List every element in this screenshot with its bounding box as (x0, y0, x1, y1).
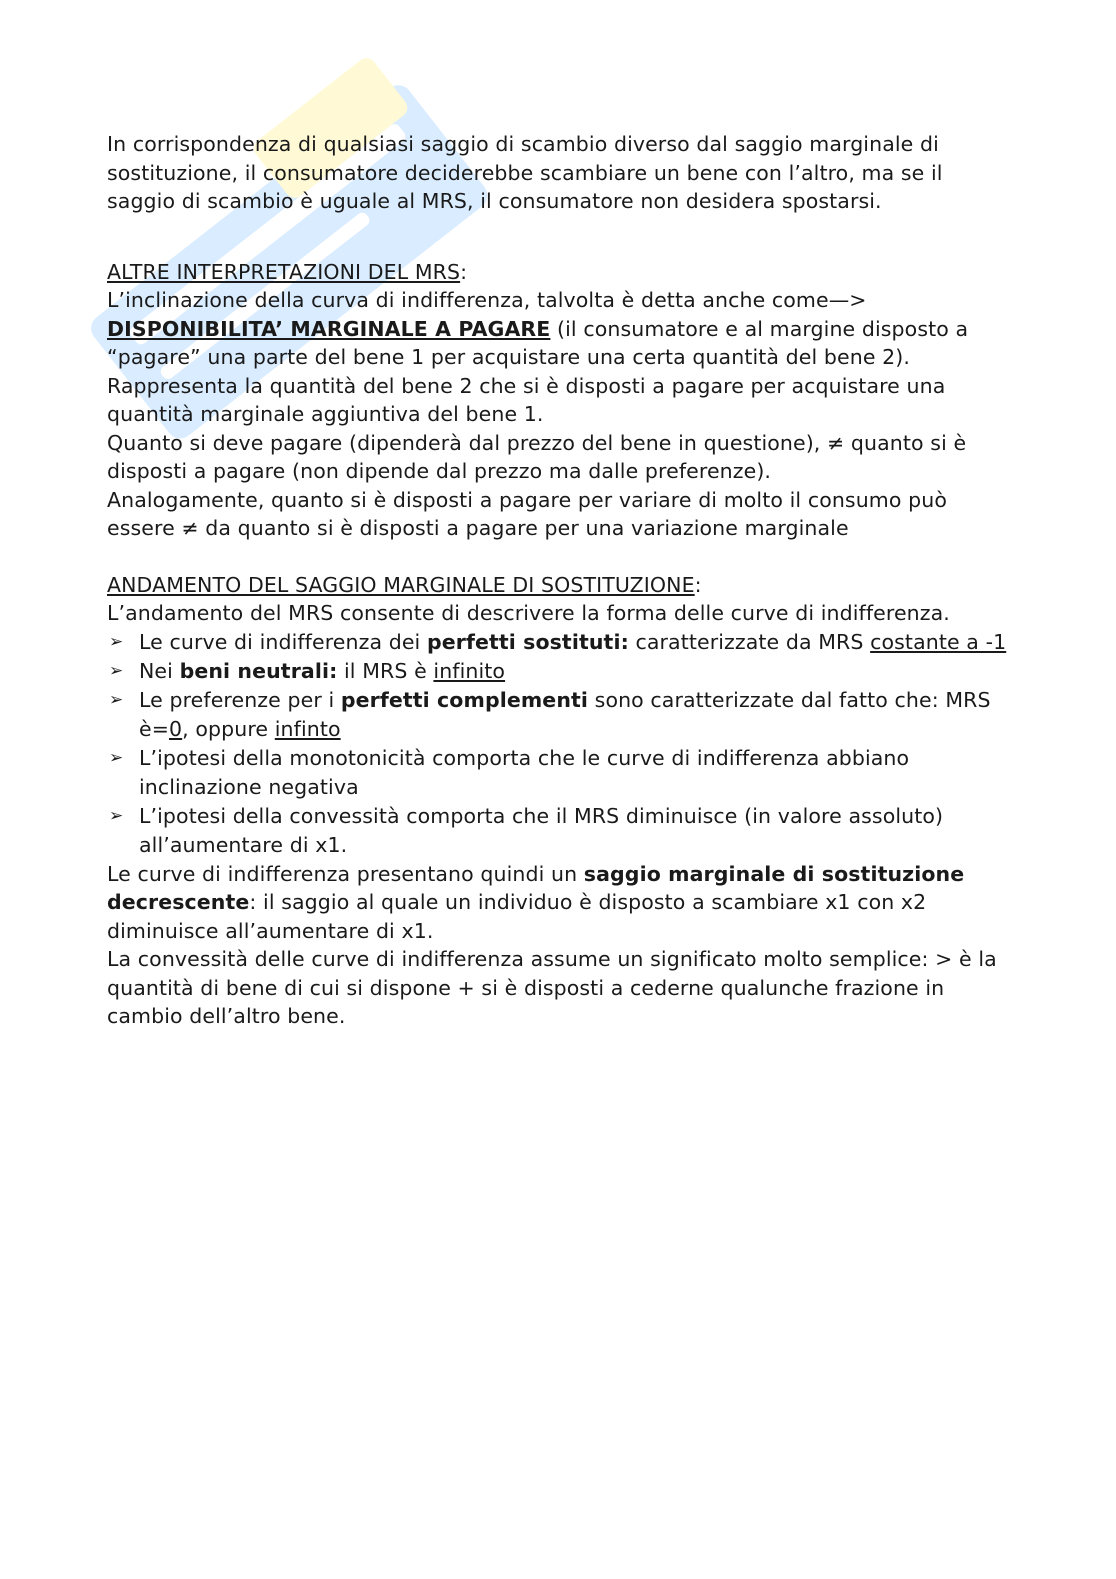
section2-paragraph-2: Le curve di indifferenza presentano quindi un saggio marginale di sostituzione decrescente: il saggio al quale un individuo è disposto a scambiare x1 con x2 diminuisce all’aumentare di x1. (107, 861, 965, 943)
arrow-bullet-icon: ➢ (109, 805, 124, 826)
list-item: ➢ L’ipotesi della convessità comporta che il MRS diminuisce (in valore assoluto) all’aumentare di x1. (109, 803, 944, 857)
bullet-list (107, 628, 1007, 860)
list-item: ➢ Le curve di indifferenza dei perfetti sostituti: caratterizzate da MRS costante a -1 (107, 628, 1007, 657)
section2-paragraph-3: La convessità delle curve di indifferenza assume un significato molto semplice: > è la quantità di bene di cui si dispone + si è disposti a cederne qualunche frazione in cambio dell’altro bene. (107, 947, 997, 1028)
intro-paragraph: In corrispondenza di qualsiasi saggio di scambio diverso dal saggio marginale di sostituzione, il consumatore deciderebbe scambiare un bene con l’altro, ma se il saggio di scambio è uguale al MRS, il consumatore non desidera spostarsi. (107, 132, 943, 213)
section1-heading: ALTRE INTERPRETAZIONI DEL MRS: (107, 259, 468, 284)
section1-heading-text: ALTRE INTERPRETAZIONI DEL MRS (107, 259, 461, 284)
section1-paragraph-1: L’inclinazione della curva di indifferenza, talvolta è detta anche come—> DISPONIBILITA’ MARGINALE A PAGARE (il consumatore e al margine disposto a “pagare” una parte del bene 1 per acquistare una certa quantità del bene 2). (107, 288, 969, 369)
section1-paragraph-2: Rappresenta la quantità del bene 2 che si è disposti a pagare per acquistare una quantità marginale aggiuntiva del bene 1. (107, 373, 946, 426)
section1-paragraph-3: Quanto si deve pagare (dipenderà dal prezzo del bene in questione), ≠ quanto si è disposti a pagare (non dipende dal prezzo ma dalle preferenze). (107, 430, 967, 483)
arrow-bullet-icon: ➢ (109, 660, 124, 681)
section2-heading-text: ANDAMENTO DEL SAGGIO MARGINALE DI SOSTITUZIONE (107, 572, 695, 597)
arrow-bullet-icon: ➢ (109, 689, 124, 710)
section2-heading: ANDAMENTO DEL SAGGIO MARGINALE DI SOSTITUZIONE: (107, 572, 702, 597)
list-item: ➢ L’ipotesi della monotonicità comporta che le curve di indifferenza abbiano inclinazione negativa (109, 745, 910, 799)
list-item: ➢ Le preferenze per i perfetti complementi sono caratterizzate dal fatto che: MRS è=0, oppure infinto (109, 687, 991, 741)
arrow-bullet-icon: ➢ (109, 631, 124, 652)
disponibilita-marginale-term: DISPONIBILITA’ MARGINALE A PAGARE (107, 316, 551, 341)
section2-paragraph-1: L’andamento del MRS consente di descrivere la forma delle curve di indifferenza. (107, 601, 950, 625)
section1-paragraph-4: Analogamente, quanto si è disposti a pagare per variare di molto il consumo può essere ≠ da quanto si è disposti a pagare per una variazione marginale (107, 487, 947, 540)
arrow-bullet-icon: ➢ (109, 747, 124, 768)
list-item: ➢ Nei beni neutrali: il MRS è infinito (107, 657, 1007, 686)
document-body (107, 130, 1007, 1031)
